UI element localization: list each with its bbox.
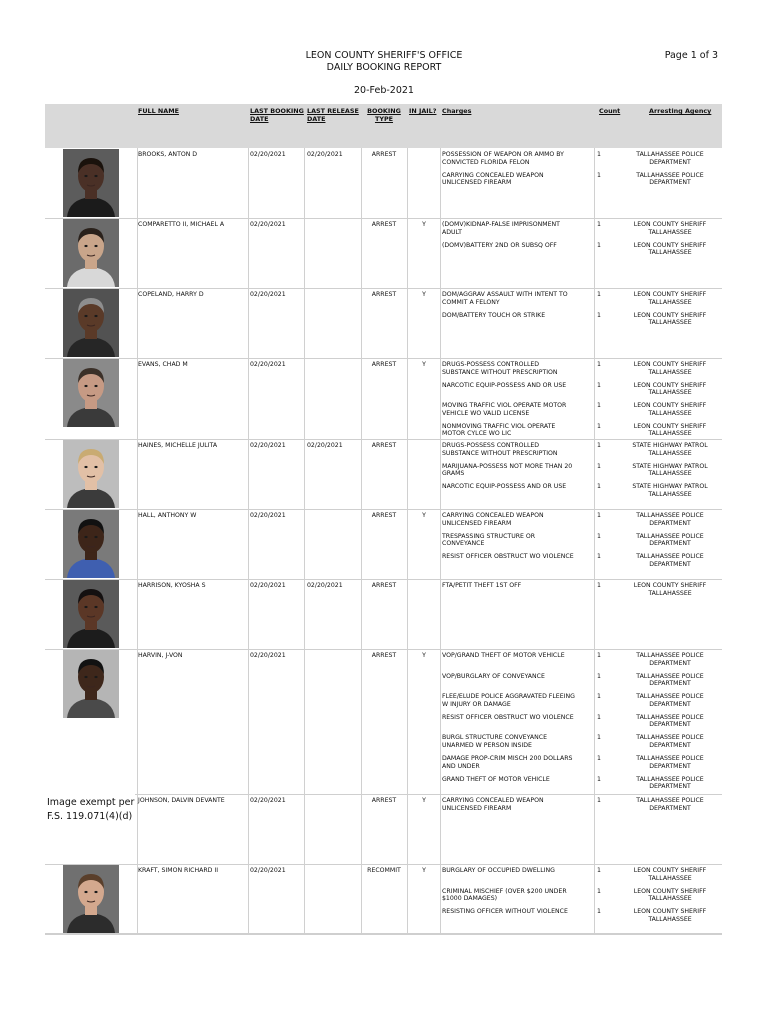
charge-count: 1 — [597, 887, 601, 895]
charge-count: 1 — [597, 734, 601, 742]
mugshot-right-eye — [94, 385, 97, 387]
charge-count: 1 — [597, 483, 601, 491]
charge-count: 1 — [597, 402, 601, 410]
charge-text: NONMOVING TRAFFIC VIOL OPERATE MOTOR CYLCE WO LIC — [442, 422, 556, 438]
charge-text: DRUGS-POSSESS CONTROLLED SUBSTANCE WITHOUT PRESCRIPTION — [442, 361, 558, 376]
col-booking-type-line1: BOOKING — [367, 107, 401, 115]
in-jail-flag: Y — [422, 797, 426, 804]
column-divider — [137, 864, 138, 934]
mugshot-left-eye — [84, 245, 87, 247]
in-jail-flag: Y — [422, 361, 426, 368]
column-divider — [407, 288, 408, 358]
arresting-agency: LEON COUNTY SHERIFF TALLAHASSEE — [633, 381, 707, 397]
column-divider — [440, 358, 441, 439]
booking-type: ARREST — [371, 797, 397, 804]
arresting-agency: STATE HIGHWAY PATROL TALLAHASSEE — [632, 442, 708, 457]
last-booking-date: 02/20/2021 — [250, 797, 286, 804]
column-divider — [361, 288, 362, 358]
col-in-jail: IN JAIL? — [409, 107, 437, 115]
charge-count: 1 — [597, 442, 601, 449]
in-jail-flag: Y — [422, 512, 426, 519]
last-booking-date: 02/20/2021 — [250, 512, 286, 519]
column-divider — [440, 148, 441, 218]
column-divider — [361, 148, 362, 218]
booking-type: RECOMMIT — [367, 867, 401, 874]
mugshot-figure — [63, 510, 119, 578]
arresting-agency: TALLAHASSEE POLICE DEPARTMENT — [636, 755, 704, 770]
column-divider — [440, 864, 441, 934]
column-divider — [304, 218, 305, 288]
column-divider — [407, 218, 408, 288]
column-divider — [304, 579, 305, 649]
column-divider — [361, 218, 362, 288]
charge-text: VOP/GRAND THEFT OF MOTOR VEHICLE — [442, 652, 565, 659]
arresting-agency: TALLAHASSEE POLICE DEPARTMENT — [636, 797, 704, 812]
mugshot-figure — [63, 865, 119, 933]
column-divider — [137, 358, 138, 439]
last-booking-date: 02/20/2021 — [250, 291, 286, 298]
column-divider — [594, 148, 595, 218]
arresting-agency: LEON COUNTY SHERIFF TALLAHASSEE — [633, 291, 707, 306]
arresting-agency: TALLAHASSEE POLICE DEPARTMENT — [636, 553, 704, 568]
mugshot-figure — [63, 650, 119, 718]
arresting-agency: LEON COUNTY SHERIFF TALLAHASSEE — [633, 311, 707, 327]
column-divider — [248, 864, 249, 934]
booking-photo — [63, 510, 119, 578]
mugshot-left-eye — [84, 175, 87, 177]
column-divider — [137, 509, 138, 579]
last-booking-date: 02/20/2021 — [250, 582, 286, 589]
booking-type: ARREST — [371, 291, 397, 298]
charge-text: GRAND THEFT OF MOTOR VEHICLE — [442, 775, 550, 783]
column-divider — [594, 864, 595, 934]
in-jail-flag: Y — [422, 652, 426, 659]
column-divider — [407, 864, 408, 934]
mugshot-left-eye — [84, 385, 87, 387]
charge-count: 1 — [597, 462, 601, 470]
col-arresting-agency: Arresting Agency — [649, 107, 712, 115]
charge-count: 1 — [597, 291, 601, 298]
arresting-agency: TALLAHASSEE POLICE DEPARTMENT — [636, 693, 704, 708]
column-divider — [440, 218, 441, 288]
report-name: DAILY BOOKING REPORT — [326, 62, 442, 73]
mugshot-left-eye — [84, 606, 87, 608]
last-release-date: 02/20/2021 — [307, 442, 343, 449]
last-booking-date: 02/20/2021 — [250, 867, 286, 874]
column-divider — [361, 864, 362, 934]
mugshot-left-eye — [84, 466, 87, 468]
charge-count: 1 — [597, 582, 601, 589]
column-divider — [361, 794, 362, 864]
charge-text: BURGL STRUCTURE CONVEYANCE UNARMED W PERSON INSIDE — [442, 734, 547, 749]
arresting-agency: STATE HIGHWAY PATROL TALLAHASSEE — [632, 462, 708, 478]
booking-row — [45, 218, 722, 289]
column-divider — [407, 794, 408, 864]
column-divider — [594, 358, 595, 439]
last-release-date: 02/20/2021 — [307, 582, 343, 589]
column-divider — [304, 794, 305, 864]
mugshot-left-eye — [84, 891, 87, 893]
column-divider — [304, 439, 305, 509]
column-divider — [440, 509, 441, 579]
column-divider — [594, 509, 595, 579]
mugshot-right-eye — [94, 891, 97, 893]
col-booking-type — [365, 107, 403, 123]
column-divider — [361, 509, 362, 579]
booking-row — [45, 288, 722, 359]
charge-count: 1 — [597, 241, 601, 249]
booking-row — [45, 439, 722, 510]
inmate-name: BROOKS, ANTON D — [138, 151, 198, 158]
column-divider — [407, 649, 408, 794]
last-booking-date: 02/20/2021 — [250, 151, 286, 158]
charge-text: RESIST OFFICER OBSTRUCT WO VIOLENCE — [442, 553, 574, 561]
arresting-agency: TALLAHASSEE POLICE DEPARTMENT — [636, 775, 704, 791]
column-divider — [407, 439, 408, 509]
column-divider — [248, 649, 249, 794]
column-divider — [361, 439, 362, 509]
mugshot-figure — [63, 219, 119, 287]
col-last-release-date — [307, 107, 359, 123]
in-jail-flag: Y — [422, 291, 426, 298]
column-divider — [304, 649, 305, 794]
mugshot-right-eye — [94, 315, 97, 317]
charge-text: FTA/PETIT THEFT 1ST OFF — [442, 582, 522, 589]
charge-text: DAMAGE PROP-CRIM MISCH 200 DOLLARS AND UNDER — [442, 755, 573, 770]
charge-text: CARRYING CONCEALED WEAPON UNLICENSED FIREARM — [442, 171, 544, 187]
charge-count: 1 — [597, 908, 601, 916]
charge-count: 1 — [597, 652, 601, 659]
charge-text: VOP/BURGLARY OF CONVEYANCE — [442, 672, 545, 680]
charge-count: 1 — [597, 311, 601, 319]
charge-count: 1 — [597, 422, 601, 430]
arresting-agency: LEON COUNTY SHERIFF TALLAHASSEE — [633, 867, 707, 882]
charge-text: DOM/AGGRAV ASSAULT WITH INTENT TO COMMIT A FELONY — [442, 291, 568, 306]
booking-photo — [63, 289, 119, 357]
booking-photo — [63, 149, 119, 217]
column-divider — [248, 439, 249, 509]
inmate-name: COPELAND, HARRY D — [138, 291, 204, 298]
charge-text: RESISTING OFFICER WITHOUT VIOLENCE — [442, 908, 568, 916]
column-divider — [248, 358, 249, 439]
column-divider — [594, 288, 595, 358]
col-last-booking-date — [250, 107, 304, 123]
column-divider — [304, 864, 305, 934]
col-last-release-line2: DATE — [307, 115, 326, 123]
column-header-bar — [45, 104, 722, 148]
column-divider — [304, 148, 305, 218]
image-exempt-note: Image exempt per F.S. 119.071(4)(d) — [47, 797, 135, 822]
charge-count: 1 — [597, 532, 601, 540]
report-date: 20-Feb-2021 — [354, 85, 414, 96]
inmate-name: HARRISON, KYOSHA S — [138, 582, 206, 589]
mugshot-figure — [63, 359, 119, 427]
charge-text: (DOMV)BATTERY 2ND OR SUBSQ OFF — [442, 241, 557, 249]
charge-text: NARCOTIC EQUIP-POSSESS AND OR USE — [442, 381, 567, 389]
charge-text: FLEE/ELUDE POLICE AGGRAVATED FLEEING W INJURY OR DAMAGE — [442, 693, 575, 708]
booking-row — [45, 649, 722, 795]
booking-photo — [63, 580, 119, 648]
booking-type: ARREST — [371, 151, 397, 158]
arresting-agency: LEON COUNTY SHERIFF TALLAHASSEE — [633, 887, 707, 903]
column-divider — [361, 579, 362, 649]
arresting-agency: TALLAHASSEE POLICE DEPARTMENT — [636, 532, 704, 548]
column-divider — [594, 649, 595, 794]
column-divider — [137, 148, 138, 218]
charge-count: 1 — [597, 171, 601, 179]
mugshot-right-eye — [94, 606, 97, 608]
booking-type: ARREST — [371, 512, 397, 519]
last-booking-date: 02/20/2021 — [250, 652, 286, 659]
column-divider — [594, 794, 595, 864]
arresting-agency: TALLAHASSEE POLICE DEPARTMENT — [636, 171, 704, 187]
office-name: LEON COUNTY SHERIFF'S OFFICE — [305, 50, 463, 61]
column-divider — [440, 288, 441, 358]
col-booking-type-line2: TYPE — [374, 115, 394, 123]
booking-photo — [63, 219, 119, 287]
mugshot-figure — [63, 289, 119, 357]
charge-text: CRIMINAL MISCHIEF (OVER $200 UNDER $1000 DAMAGES) — [442, 887, 567, 903]
column-divider — [137, 439, 138, 509]
arresting-agency: TALLAHASSEE POLICE DEPARTMENT — [636, 151, 704, 166]
booking-type: ARREST — [371, 582, 397, 589]
arresting-agency: LEON COUNTY SHERIFF TALLAHASSEE — [633, 221, 707, 236]
mugshot-right-eye — [94, 175, 97, 177]
charge-text: DOM/BATTERY TOUCH OR STRIKE — [442, 311, 546, 319]
charge-count: 1 — [597, 672, 601, 680]
column-divider — [137, 579, 138, 649]
booking-type: ARREST — [371, 221, 397, 228]
arresting-agency: LEON COUNTY SHERIFF TALLAHASSEE — [633, 402, 707, 417]
arresting-agency: STATE HIGHWAY PATROL TALLAHASSEE — [632, 483, 708, 498]
inmate-name: HALL, ANTHONY W — [138, 512, 197, 519]
inmate-name: HARVIN, J-VON — [138, 652, 183, 659]
column-divider — [137, 794, 138, 864]
arresting-agency: LEON COUNTY SHERIFF TALLAHASSEE — [633, 422, 707, 438]
last-release-date: 02/20/2021 — [307, 151, 343, 158]
booking-type: ARREST — [371, 442, 397, 449]
column-divider — [304, 358, 305, 439]
arresting-agency: LEON COUNTY SHERIFF TALLAHASSEE — [633, 241, 707, 257]
booking-type: ARREST — [371, 361, 397, 368]
inmate-name: KRAFT, SIMON RICHARD II — [138, 867, 219, 874]
last-booking-date: 02/20/2021 — [250, 221, 286, 228]
arresting-agency: TALLAHASSEE POLICE DEPARTMENT — [636, 512, 704, 527]
column-divider — [361, 649, 362, 794]
column-divider — [407, 358, 408, 439]
page-number: Page 1 of 3 — [664, 50, 718, 61]
column-divider — [304, 288, 305, 358]
column-divider — [407, 509, 408, 579]
column-divider — [440, 439, 441, 509]
column-divider — [407, 148, 408, 218]
charge-count: 1 — [597, 381, 601, 389]
charge-count: 1 — [597, 553, 601, 561]
charge-text: CARRYING CONCEALED WEAPON UNLICENSED FIREARM — [442, 797, 544, 812]
table-bottom-rule — [45, 933, 722, 934]
mugshot-right-eye — [94, 466, 97, 468]
column-divider — [248, 579, 249, 649]
booking-type: ARREST — [371, 652, 397, 659]
booking-row — [45, 864, 722, 935]
column-divider — [137, 288, 138, 358]
charge-count: 1 — [597, 775, 601, 783]
booking-photo — [63, 359, 119, 427]
column-divider — [304, 509, 305, 579]
inmate-name: COMPARETTO II, MICHAEL A — [138, 221, 225, 228]
in-jail-flag: Y — [422, 867, 426, 874]
col-count: Count — [599, 107, 621, 115]
booking-row — [45, 579, 722, 650]
column-divider — [440, 649, 441, 794]
column-divider — [594, 218, 595, 288]
column-divider — [248, 148, 249, 218]
column-divider — [137, 649, 138, 794]
booking-photo — [63, 650, 119, 718]
column-divider — [361, 358, 362, 439]
col-last-release-line1: LAST RELEASE — [307, 107, 359, 115]
charge-text: DRUGS-POSSESS CONTROLLED SUBSTANCE WITHOUT PRESCRIPTION — [442, 442, 558, 457]
charge-count: 1 — [597, 151, 601, 158]
mugshot-figure — [63, 440, 119, 508]
charge-count: 1 — [597, 361, 601, 368]
booking-photo — [63, 865, 119, 933]
inmate-name: EVANS, CHAD M — [138, 361, 188, 368]
booking-row — [45, 148, 722, 219]
charge-count: 1 — [597, 713, 601, 721]
mugshot-left-eye — [84, 676, 87, 678]
charge-count: 1 — [597, 867, 601, 874]
charge-text: CARRYING CONCEALED WEAPON UNLICENSED FIREARM — [442, 512, 544, 527]
charge-count: 1 — [597, 512, 601, 519]
charge-text: MOVING TRAFFIC VIOL OPERATE MOTOR VEHICLE WO VALID LICENSE — [442, 402, 567, 417]
column-divider — [137, 218, 138, 288]
col-last-booking-line2: DATE — [250, 115, 269, 123]
col-charges: Charges — [442, 107, 472, 115]
mugshot-figure — [63, 149, 119, 217]
booking-row — [45, 509, 722, 580]
mugshot-right-eye — [94, 676, 97, 678]
in-jail-flag: Y — [422, 221, 426, 228]
column-divider — [248, 794, 249, 864]
mugshot-right-eye — [94, 245, 97, 247]
mugshot-figure — [63, 580, 119, 648]
column-divider — [248, 218, 249, 288]
mugshot-right-eye — [94, 536, 97, 538]
exempt-photo-box — [45, 794, 135, 862]
arresting-agency: TALLAHASSEE POLICE DEPARTMENT — [636, 652, 704, 667]
charge-text: (DOMV)KIDNAP-FALSE IMPRISONMENT ADULT — [442, 221, 560, 236]
arresting-agency: LEON COUNTY SHERIFF TALLAHASSEE — [633, 361, 707, 376]
booking-row — [45, 794, 722, 865]
inmate-name: HAINES, MICHELLE JULITA — [138, 442, 218, 449]
last-booking-date: 02/20/2021 — [250, 361, 286, 368]
column-divider — [594, 579, 595, 649]
arresting-agency: TALLAHASSEE POLICE DEPARTMENT — [636, 672, 704, 688]
booking-photo — [63, 440, 119, 508]
arresting-agency: TALLAHASSEE POLICE DEPARTMENT — [636, 713, 704, 729]
charge-count: 1 — [597, 693, 601, 701]
column-divider — [440, 579, 441, 649]
mugshot-left-eye — [84, 315, 87, 317]
charge-count: 1 — [597, 221, 601, 228]
charge-text: MARIJUANA-POSSESS NOT MORE THAN 20 GRAMS — [442, 462, 573, 478]
column-divider — [407, 579, 408, 649]
column-divider — [594, 439, 595, 509]
last-booking-date: 02/20/2021 — [250, 442, 286, 449]
arresting-agency: TALLAHASSEE POLICE DEPARTMENT — [636, 734, 704, 749]
inmate-name: JOHNSON, DALVIN DEVANTE — [138, 797, 225, 804]
arresting-agency: LEON COUNTY SHERIFF TALLAHASSEE — [633, 908, 707, 923]
charge-text: NARCOTIC EQUIP-POSSESS AND OR USE — [442, 483, 567, 491]
column-divider — [248, 288, 249, 358]
charge-text: TRESPASSING STRUCTURE OR CONVEYANCE — [442, 532, 536, 548]
arresting-agency: LEON COUNTY SHERIFF TALLAHASSEE — [633, 582, 707, 597]
charge-text: BURGLARY OF OCCUPIED DWELLING — [442, 867, 555, 874]
column-divider — [248, 509, 249, 579]
charge-count: 1 — [597, 797, 601, 804]
mugshot-left-eye — [84, 536, 87, 538]
charge-text: POSSESSION OF WEAPON OR AMMO BY CONVICTED FLORIDA FELON — [442, 151, 564, 166]
col-last-booking-line1: LAST BOOKING — [250, 107, 304, 115]
charge-text: RESIST OFFICER OBSTRUCT WO VIOLENCE — [442, 713, 574, 721]
column-divider — [440, 794, 441, 864]
charge-count: 1 — [597, 755, 601, 762]
col-full-name: FULL NAME — [138, 107, 179, 115]
booking-row — [45, 358, 722, 440]
